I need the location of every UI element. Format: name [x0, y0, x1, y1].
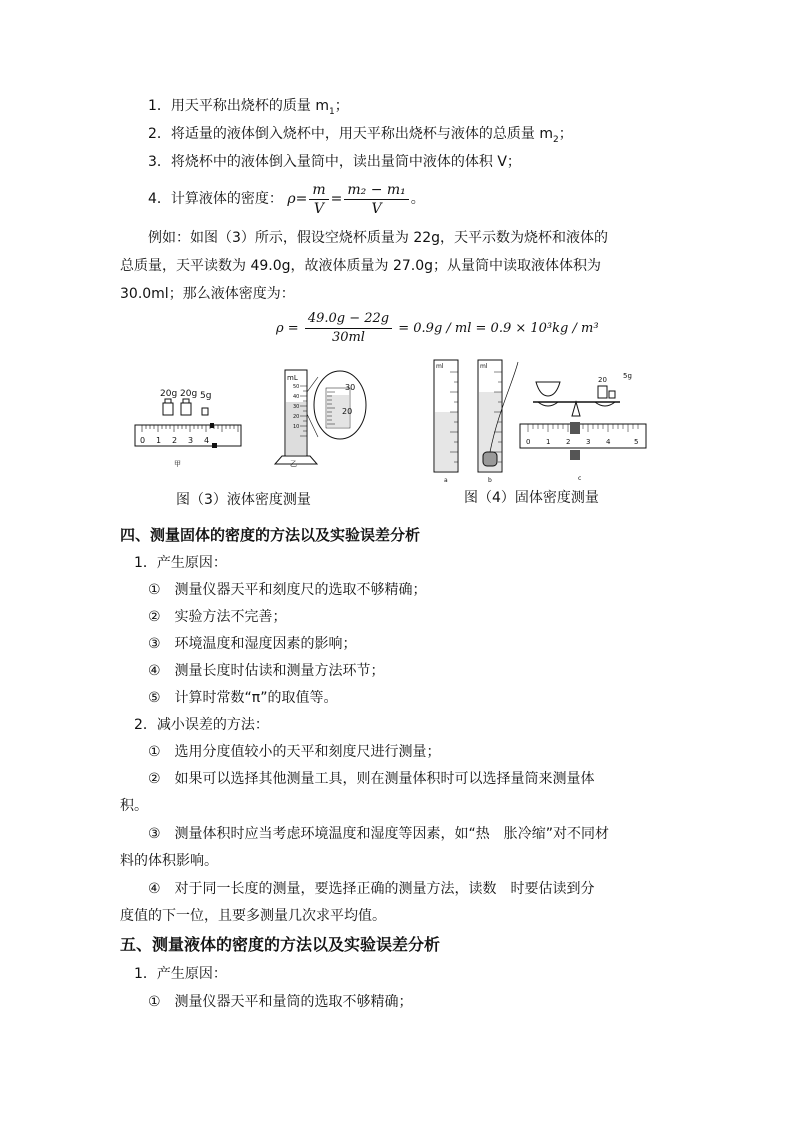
- section-5-cause-item-1: ① 测量仪器天平和量筒的选取不够精确；: [148, 994, 413, 1010]
- reduce-item-3b: 料的体积影响。: [120, 853, 218, 869]
- step-1-end: ；: [334, 98, 349, 114]
- fig4-tick-1: 1: [546, 438, 551, 446]
- example-line-3: 30.0ml；那么液体密度为：: [120, 286, 295, 302]
- section-4-title: 四、测量固体的密度的方法以及实验误差分析: [120, 526, 421, 544]
- cause-item-4: ④ 测量长度时估读和测量方法环节；: [148, 663, 385, 679]
- cyl-tick-40: 40: [293, 394, 300, 400]
- weight-20g-b-label: 20g: [180, 389, 198, 399]
- balance-pivot: [572, 402, 580, 416]
- ruler-tick-2: 2: [172, 436, 178, 445]
- reduce-item-3a: ③ 测量体积时应当考虑环境温度和湿度等因素，如“热 胀冷缩”对不同材: [148, 826, 610, 842]
- label-c: c: [578, 475, 582, 482]
- fig4-tick-4: 4: [606, 438, 611, 446]
- fraction-v2-den: V: [371, 200, 382, 217]
- label-yi: 乙: [290, 460, 297, 467]
- label-b: b: [488, 477, 492, 482]
- fraction-m2m1-num: m₂ − m₁: [344, 181, 408, 200]
- weight-5g-label: 5g: [200, 391, 212, 401]
- formula2-fraction: [305, 310, 392, 347]
- zoom-label-30: 30: [345, 383, 356, 392]
- weight-20g-a-label: 20g: [160, 389, 178, 399]
- step-4-end: 。: [410, 191, 425, 207]
- cause-item-5: ⑤ 计算时常数“π”的取值等。: [148, 690, 338, 706]
- cylinder-a-unit: ml: [436, 363, 444, 370]
- ruler-rider-bottom: [212, 443, 217, 448]
- cause-item-1: ① 测量仪器天平和刻度尺的选取不够精确；: [148, 582, 427, 598]
- step-1-text: 1．用天平称出烧杯的质量 m: [148, 98, 329, 114]
- step-2-sub: 2: [553, 134, 559, 145]
- fig4-rider-bottom: [570, 450, 580, 460]
- reduce-item-2a: ② 如果可以选择其他测量工具，则在测量体积时可以选择量筒来测量体: [148, 771, 595, 787]
- section-4-cause-title: 1．产生原因：: [134, 555, 227, 571]
- equals-2: =: [330, 191, 343, 207]
- formula2-lhs: ρ =: [276, 321, 299, 336]
- example-line-2: 总质量，天平读数为 49.0g，故液体质量为 27.0g；从量筒中读取液体体积为: [120, 258, 602, 274]
- fig4-weight-5-label: 5g: [623, 372, 632, 380]
- step-2-end: ；: [558, 126, 573, 142]
- ruler-tick-0: 0: [140, 436, 146, 445]
- fig4-weight-5: [609, 391, 615, 398]
- cylinder-b-unit: ml: [480, 363, 488, 370]
- cyl-tick-10: 10: [293, 424, 300, 430]
- step-2-text: 2．将适量的液体倒入烧杯中，用天平称出烧杯与液体的总质量 m: [148, 126, 553, 142]
- fraction-m2m1-over-v: [344, 181, 408, 218]
- rho-symbol: ρ: [287, 191, 296, 207]
- reduce-item-4a: ④ 对于同一长度的测量，要选择正确的测量方法，读数 时要估读到分: [148, 881, 595, 897]
- step-4: [148, 180, 425, 218]
- fraction-v-den: V: [313, 200, 325, 217]
- weight-20g-b-knob: [183, 399, 189, 403]
- cyl-tick-20: 20: [293, 414, 300, 420]
- step-2: [148, 124, 573, 150]
- example-line-1: 例如：如图（3）所示，假设空烧杯质量为 22g，天平示数为烧杯和液体的: [148, 230, 609, 246]
- fig4-tick-3: 3: [586, 438, 591, 446]
- fig4-weight-20: [598, 386, 607, 398]
- label-a: a: [444, 477, 448, 482]
- fig4-tick-2: 2: [566, 438, 571, 446]
- ruler-rider: [210, 423, 214, 428]
- balance-left-pan-object: [536, 382, 560, 396]
- cause-item-3: ③ 环境温度和湿度因素的影响；: [148, 636, 357, 652]
- section-5-cause-title: 1．产生原因：: [134, 966, 227, 982]
- fig4-tick-5: 5: [634, 438, 639, 446]
- figure-4-caption: 图（4）固体密度测量: [464, 490, 599, 506]
- formula2-num: 49.0g − 22g: [305, 310, 392, 329]
- fraction-m-over-v: [309, 181, 328, 218]
- figure-3-illustration: [130, 352, 380, 467]
- step-3: 3．将烧杯中的液体倒入量筒中，读出量筒中液体的体积 V；: [148, 154, 521, 170]
- fig4-tick-0: 0: [526, 438, 531, 446]
- cause-item-2: ② 实验方法不完善；: [148, 609, 287, 625]
- formula2-rhs: = 0.9g / ml = 0.9 × 10³kg / m³: [398, 321, 599, 336]
- figure-4-illustration: [428, 352, 658, 482]
- formula2-den: 30ml: [331, 330, 365, 345]
- section-5-title: 五、测量液体的密度的方法以及实验误差分析: [120, 935, 441, 954]
- step-4-text: 4．计算液体的密度：: [148, 191, 283, 207]
- cylinder-unit: mL: [287, 374, 298, 382]
- ruler-tick-4: 4: [204, 436, 210, 445]
- section-4-reduce-title: 2．减小误差的方法：: [134, 717, 269, 733]
- cylinder-a-liquid: [435, 412, 457, 471]
- weight-20g-b: [181, 403, 191, 415]
- reduce-item-4b: 度值的下一位，且要多测量几次求平均值。: [120, 908, 386, 924]
- weight-20g-a: [163, 403, 173, 415]
- fig4-weight-20-label: 20: [598, 376, 607, 384]
- ruler-tick-1: 1: [156, 436, 162, 445]
- reduce-item-1: ① 选用分度值较小的天平和刻度尺进行测量；: [148, 744, 441, 760]
- submerged-object: [483, 452, 497, 466]
- cyl-tick-50: 50: [293, 384, 300, 390]
- fig4-rider-top: [570, 422, 580, 434]
- zoom-label-20: 20: [342, 407, 353, 416]
- ruler-tick-3: 3: [188, 436, 194, 445]
- density-formula: [276, 310, 599, 348]
- reduce-item-2b: 积。: [120, 798, 148, 814]
- figure-3-caption: 图（3）液体密度测量: [176, 492, 311, 508]
- cyl-tick-30: 30: [293, 404, 300, 410]
- step-1: [148, 96, 349, 122]
- weight-20g-a-knob: [165, 399, 171, 403]
- step-1-sub: 1: [329, 106, 335, 117]
- fraction-m-num: m: [309, 181, 328, 200]
- equals-1: =: [295, 191, 308, 207]
- weight-5g: [202, 408, 208, 415]
- label-jia: 甲: [174, 460, 181, 467]
